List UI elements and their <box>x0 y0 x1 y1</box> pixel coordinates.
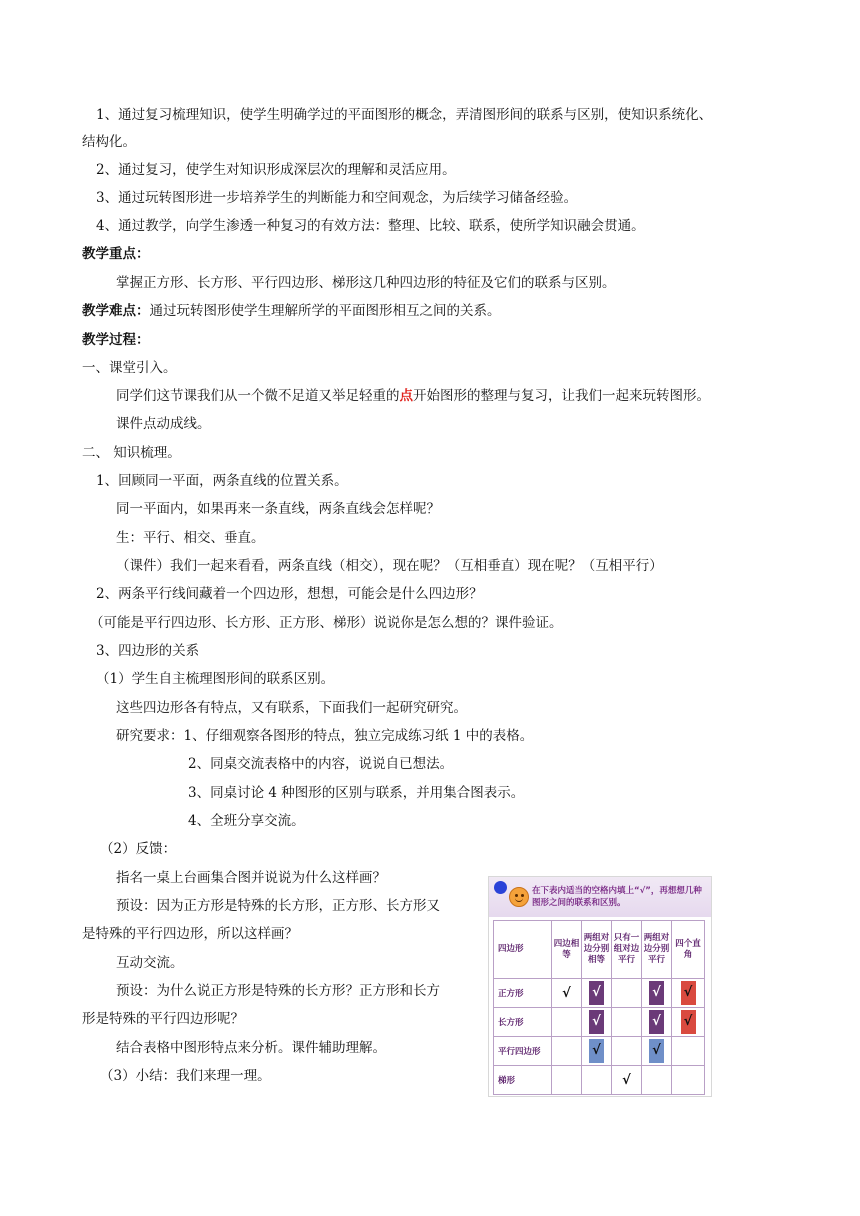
table-header-row <box>494 921 705 979</box>
research-requirement-2: 2、同桌交流表格中的内容，说说自已想法。 <box>188 756 454 772</box>
check-mark: √ <box>589 981 604 1005</box>
feedback-4: 预设：为什么说正方形是特殊的长方形？正方形和长方 <box>116 983 440 999</box>
objective-1: 1、通过复习梳理知识，使学生明确学过的平面图形的概念，弄清图形间的联系与区别，使知识系统化、 <box>96 107 713 123</box>
feedback-3: 互动交流。 <box>116 955 184 971</box>
section-2-heading: 二、 知识梳理。 <box>82 445 181 461</box>
row-label-trapezoid: 梯形 <box>494 1066 552 1095</box>
table-row <box>494 1008 705 1037</box>
check-mark: √ <box>622 1072 631 1088</box>
section-2-item-2a: （可能是平行四边形、长方形、正方形、梯形）说说你是怎么想的？课件验证。 <box>90 615 563 631</box>
section-1-paragraph-2: 课件点动成线。 <box>116 416 211 432</box>
difficulty-heading: 教学难点： <box>82 303 150 319</box>
objective-3: 3、通过玩转图形进一步培养学生的判断能力和空间观念，为后续学习储备经验。 <box>96 190 578 206</box>
process-heading: 教学过程： <box>82 332 150 348</box>
feedback-2: 预设：因为正方形是特殊的长方形，正方形、长方形又 <box>116 898 440 914</box>
section-2-item-2: 2、两条平行线间藏着一个四边形，想想，可能会是什么四边形？ <box>96 586 483 602</box>
section-1-text-a: 同学们这节课我们从一个微不足道又举足轻重的 <box>116 388 400 404</box>
check-mark: √ <box>681 981 696 1005</box>
check-mark: √ <box>562 985 571 1001</box>
table-image-header <box>489 877 711 917</box>
section-1-text-b: 开始图形的整理与复习，让我们一起来玩转图形。 <box>413 388 710 404</box>
section-2-item-1c: （课件）我们一起来看看，两条直线（相交），现在呢？（互相垂直）现在呢？（互相平行） <box>116 558 663 574</box>
header-one-pair-parallel: 只有一组对边平行 <box>612 921 642 979</box>
section-1-paragraph <box>116 386 710 406</box>
header-two-pairs-parallel: 两组对边分别平行 <box>642 921 672 979</box>
key-points-heading: 教学重点： <box>82 246 150 262</box>
feedback-1: 指名一桌上台画集合图并说说为什么这样画？ <box>116 870 386 886</box>
check-mark: √ <box>649 1039 664 1063</box>
check-mark: √ <box>681 1010 696 1034</box>
research-requirement-3: 3、同桌讨论 4 种图形的区别与联系，并用集合图表示。 <box>188 785 525 801</box>
table-row <box>494 1037 705 1066</box>
section-2-item-1a: 同一平面内，如果再来一条直线，两条直线会怎样呢？ <box>116 501 440 517</box>
check-mark: √ <box>649 1010 664 1034</box>
header-four-right-angles: 四个直角 <box>672 921 705 979</box>
feedback-2-cont: 是特殊的平行四边形，所以这样画？ <box>82 926 298 942</box>
objective-2: 2、通过复习，使学生对知识形成深层次的理解和灵活应用。 <box>96 162 456 178</box>
feedback-5: 结合表格中图形特点来分析。课件辅助理解。 <box>116 1040 386 1056</box>
section-1-heading: 一、课堂引入。 <box>82 360 177 376</box>
check-mark: √ <box>589 1039 604 1063</box>
subsection-1: （1）学生自主梳理图形间的联系区别。 <box>96 671 335 687</box>
section-2-item-3: 3、四边形的关系 <box>96 643 200 659</box>
check-mark: √ <box>649 981 664 1005</box>
row-label-rectangle: 长方形 <box>494 1008 552 1037</box>
quadrilateral-properties-table-image <box>488 876 712 1097</box>
subsection-3: （3）小结：我们来理一理。 <box>100 1068 271 1084</box>
research-requirement-4: 4、全班分享交流。 <box>188 813 305 829</box>
header-four-equal-sides: 四边相等 <box>552 921 582 979</box>
feedback-4-cont: 形是特殊的平行四边形呢？ <box>82 1011 244 1027</box>
table-image-title: 在下表内适当的空格内填上“√”，再想想几种图形之间的联系和区别。 <box>532 886 702 908</box>
header-opposite-sides-equal: 两组对边分别相等 <box>582 921 612 979</box>
difficulty-text: 通过玩转图形使学生理解所学的平面图形相互之间的关系。 <box>149 303 501 319</box>
subsection-1a: 这些四边形各有特点，又有联系，下面我们一起研究研究。 <box>116 700 467 716</box>
check-mark: √ <box>589 1010 604 1034</box>
table-row <box>494 1066 705 1095</box>
objective-4: 4、通过教学，向学生渗透一种复习的有效方法：整理、比较、联系，使所学知识融会贯通。 <box>96 218 645 234</box>
difficulty-row <box>82 301 501 321</box>
key-points-text: 掌握正方形、长方形、平行四边形、梯形这几种四边形的特征及它们的联系与区别。 <box>116 275 616 291</box>
header-shape: 四边形 <box>494 921 552 979</box>
row-label-square: 正方形 <box>494 979 552 1008</box>
row-label-parallelogram: 平行四边形 <box>494 1037 552 1066</box>
section-2-item-1: 1、回顾同一平面，两条直线的位置关系。 <box>96 473 348 489</box>
research-requirement-1: 研究要求：1、仔细观察各图形的特点，独立完成练习纸 1 中的表格。 <box>116 728 534 744</box>
blue-dot-icon <box>494 881 507 894</box>
table-row <box>494 979 705 1008</box>
highlight-point-word: 点 <box>399 388 413 404</box>
section-2-item-1b: 生：平行、相交、垂直。 <box>116 530 265 546</box>
properties-table <box>493 920 705 1095</box>
smiley-face-icon <box>509 887 529 907</box>
subsection-2: （2）反馈： <box>100 841 177 857</box>
objective-1-cont: 结构化。 <box>82 134 136 150</box>
